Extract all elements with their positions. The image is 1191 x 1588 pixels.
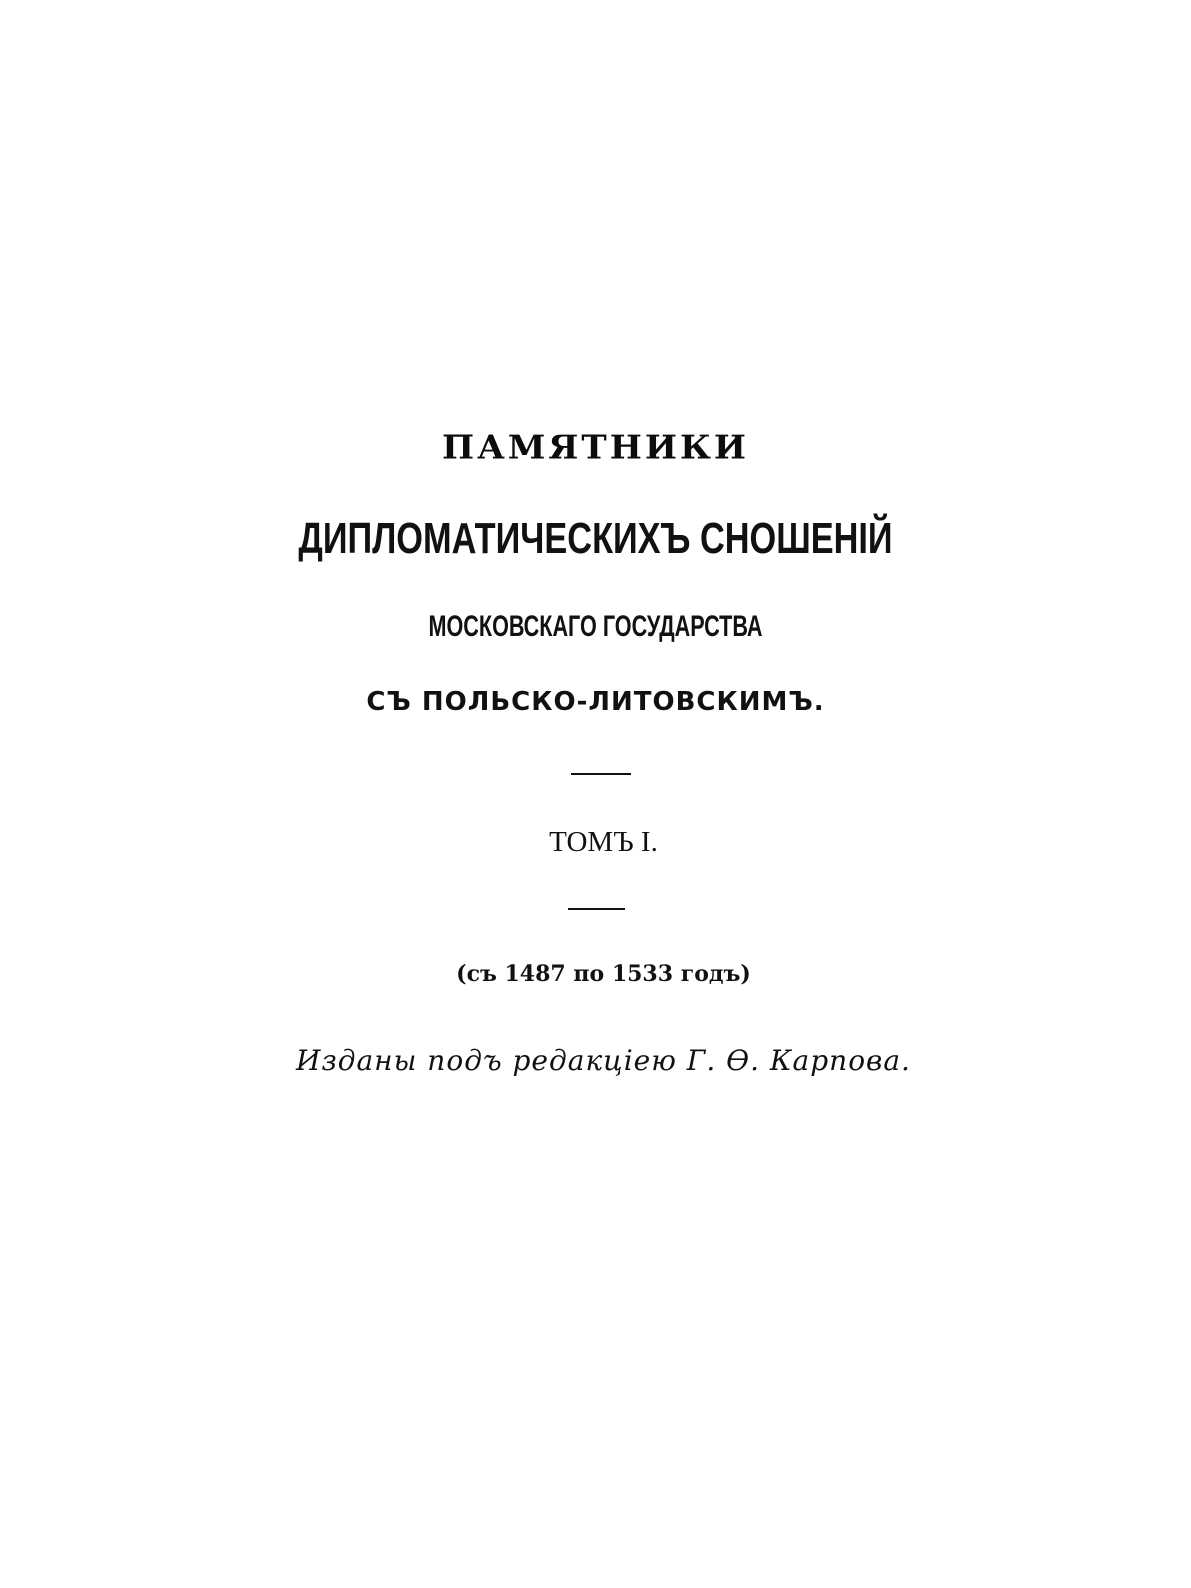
book-title: ПАМЯТНИКИ [441, 429, 750, 467]
book-subtitle: ДИПЛОМАТИЧЕСКИХЪ СНОШЕНІЙ [298, 514, 893, 563]
divider-rule [568, 908, 625, 910]
editor-line: Изданы подъ редакціею Г. Ѳ. Карпова. [296, 1044, 911, 1077]
years-range: (съ 1487 по 1533 годъ) [456, 961, 751, 987]
with-line: СЪ ПОЛЬСКО-ЛИТОВСКИМЪ. [366, 687, 825, 717]
state-line: МОСКОВСКАГО ГОСУДАРСТВА [428, 610, 763, 643]
divider-rule [571, 773, 631, 775]
volume-label: ТОМЪ I. [549, 826, 658, 858]
